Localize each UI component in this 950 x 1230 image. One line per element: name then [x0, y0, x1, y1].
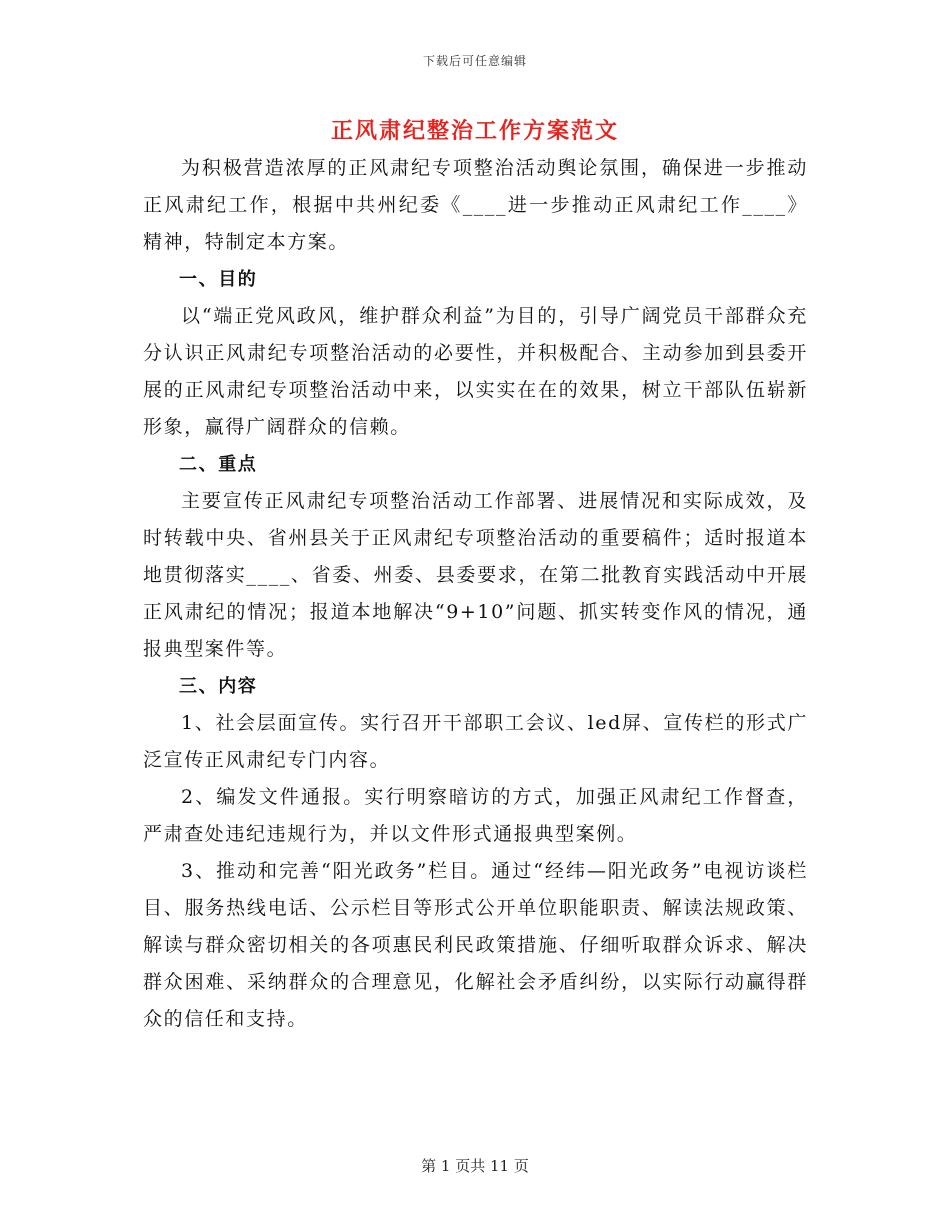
content-item-2: 2、编发文件通报。实行明察暗访的方式，加强正风肃纪工作督查，严肃查处违纪违规行为，并以文件形式通报典型案例。 — [143, 786, 808, 845]
content-item-3: 3、推动和完善“阳光政务”栏目。通过“经纬—阳光政务”电视访谈栏目、服务热线电话、公示栏目等形式公开单位职能职责、解读法规政策、解读与群众密切相关的各项惠民利民政策措施、仔细听取群众诉求、解决群众困难、采纳群众的合理意见，化解社会矛盾纠纷，以实际行动赢得群众的信任和支持。 — [143, 860, 808, 1030]
purpose-paragraph: 以“端正党风政风，维护群众利益”为目的，引导广阔党员干部群众充分认识正风肃纪专项整治活动的必要性，并积极配合、主动参加到县委开展的正风肃纪专项整治活动中来，以实实在在的效果，树立干部队伍崭新形象，赢得广阔群众的信赖。 — [143, 305, 808, 438]
content-item-1: 1、社会层面宣传。实行召开干部职工会议、led屏、宣传栏的形式广泛宣传正风肃纪专门内容。 — [143, 712, 808, 771]
section-heading-purpose: 一、目的 — [179, 269, 258, 290]
header-note: 下载后可任意编辑 — [422, 54, 527, 68]
document-title: 正风肃纪整治工作方案范文 — [330, 118, 619, 144]
focus-paragraph: 主要宣传正风肃纪专项整治活动工作部署、进展情况和实际成效，及时转载中央、省州县关于正风肃纪专项整治活动的重要稿件；适时报道本地贯彻落实____、省委、州委、县委要求，在第二批教育实践活动中开展正风肃纪的情况；报道本地解决“9+10”问题、抓实转变作风的情况，通报典型案件等。 — [143, 490, 808, 660]
intro-paragraph: 为积极营造浓厚的正风肃纪专项整治活动舆论氛围，确保进一步推动正风肃纪工作，根据中共州纪委《____进一步推动正风肃纪工作____》精神，特制定本方案。 — [143, 157, 808, 253]
page-footer: 第 1 页共 11 页 — [421, 1157, 529, 1175]
section-heading-content: 三、内容 — [179, 676, 258, 697]
document-body — [143, 150, 808, 1038]
section-heading-focus: 二、重点 — [179, 454, 258, 475]
